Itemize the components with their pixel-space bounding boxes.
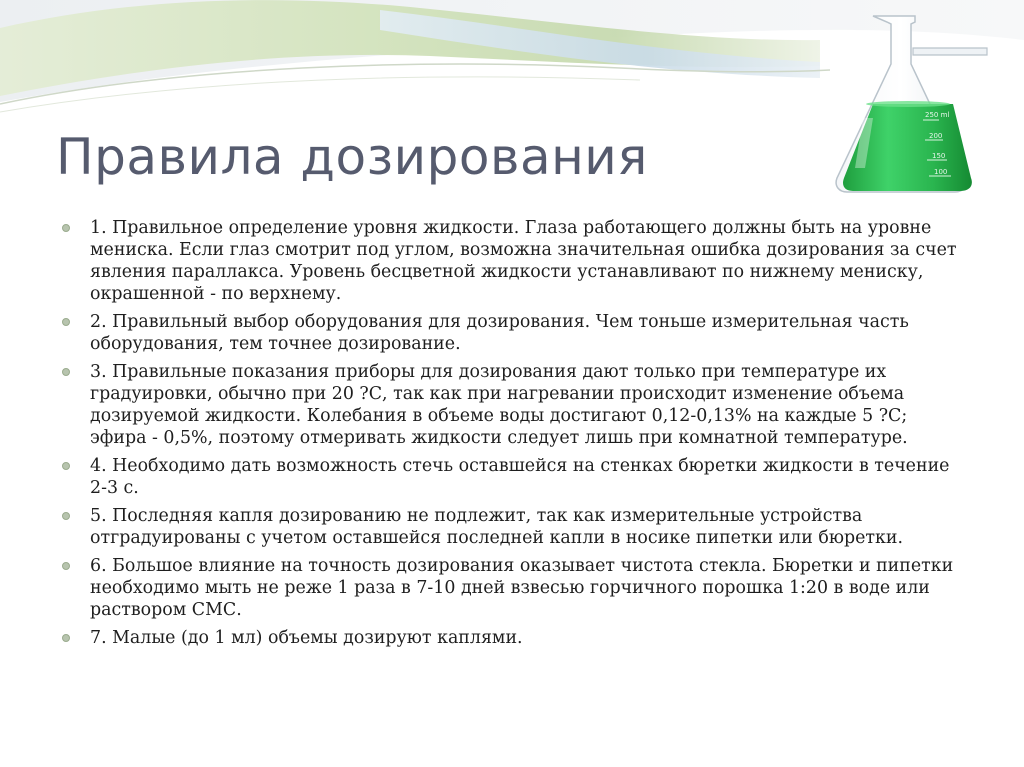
bullet-dot-icon [62, 634, 70, 642]
bullet-dot-icon [62, 562, 70, 570]
bullet-item-7 [62, 627, 967, 649]
bullet-dot-icon [62, 512, 70, 520]
bullet-text: 3. Правильные показания приборы для дозирования дают только при температуре их градуировки, обычно при 20 ?С, так как при нагревании происходит изменение объема дозируемой жидкости. Колебания в объеме воды достигают 0,12-0,13% на каждые 5 ?С; эфира - 0,5%, поэтому отмеривать жидкости следует лишь при комнатной температуре. [90, 362, 908, 448]
bullet-item-4 [62, 455, 967, 499]
bullet-list [62, 217, 967, 655]
flask-mark-150: 150 [932, 152, 946, 160]
bullet-text: 1. Правильное определение уровня жидкости. Глаза работающего должны быть на уровне мениска. Если глаз смотрит под углом, возможна значительная ошибка дозирования за счет явления параллакса. Уровень бесцветной жидкости устанавливают по нижнему мениску, окрашенной - по верхнему. [90, 218, 957, 304]
flask-mark-100: 100 [934, 168, 948, 176]
bullet-item-3 [62, 361, 967, 449]
bullet-dot-icon [62, 224, 70, 232]
slide-title: Правила дозирования [56, 128, 648, 186]
bullet-item-6 [62, 555, 967, 621]
bullet-dot-icon [62, 462, 70, 470]
bullet-text: 4. Необходимо дать возможность стечь оставшейся на стенках бюретки жидкости в течение 2-3 с. [90, 456, 950, 498]
bullet-text: 7. Малые (до 1 мл) объемы дозируют каплями. [90, 628, 523, 648]
bullet-text: 5. Последняя капля дозированию не подлежит, так как измерительные устройства отградуированы с учетом оставшейся последней капли в носике пипетки или бюретки. [90, 506, 903, 548]
bullet-dot-icon [62, 318, 70, 326]
bullet-text: 2. Правильный выбор оборудования для дозирования. Чем тоньше измерительная часть оборудования, тем точнее дозирование. [90, 312, 909, 354]
bullet-item-5 [62, 505, 967, 549]
bullet-item-2 [62, 311, 967, 355]
flask-mark-200: 200 [929, 132, 943, 140]
bullet-item-1 [62, 217, 967, 305]
conical-flask-icon [835, 8, 995, 200]
bullet-dot-icon [62, 368, 70, 376]
flask-mark-250: 250 ml [925, 111, 950, 119]
bullet-text: 6. Большое влияние на точность дозирования оказывает чистота стекла. Бюретки и пипетки необходимо мыть не реже 1 раза в 7-10 дней взвесью горчичного порошка 1:20 в воде или раствором СМС. [90, 556, 954, 620]
